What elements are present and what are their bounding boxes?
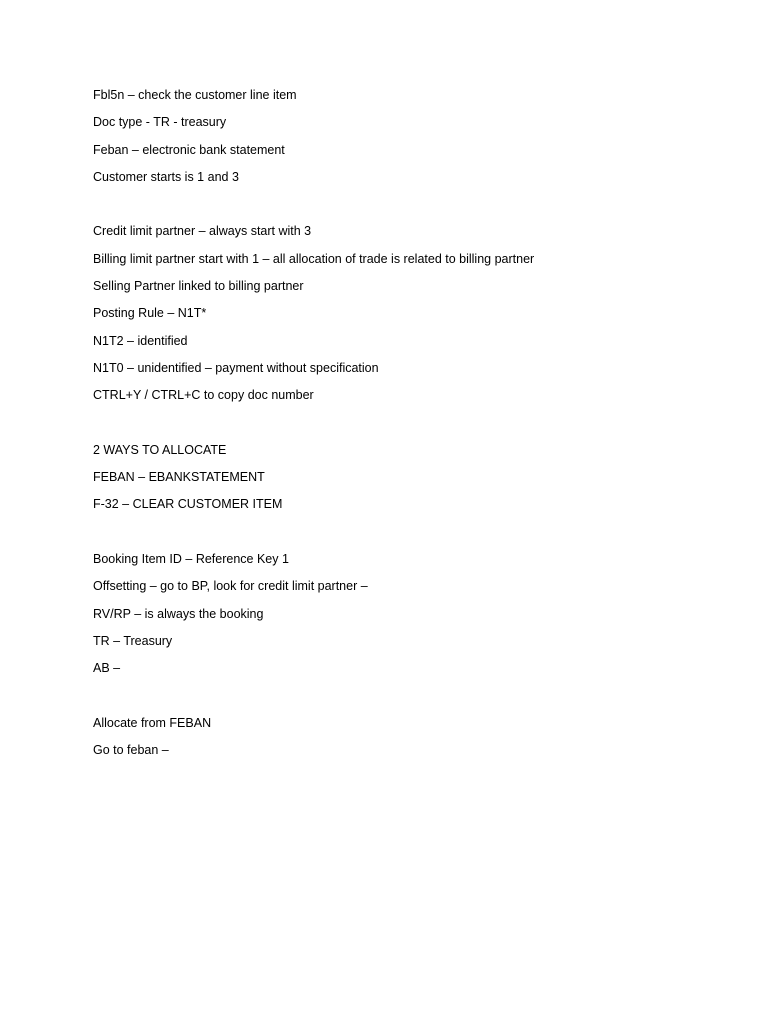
section-transactions (93, 86, 713, 186)
paragraph-gap (93, 195, 713, 222)
text-line: Go to feban – (93, 743, 169, 758)
text-line: Fbl5n – check the customer line item (93, 88, 297, 102)
text-line: Posting Rule – N1T* (93, 306, 207, 321)
text-line: Allocate from FEBAN (93, 715, 212, 730)
section-allocate-feban (93, 714, 713, 759)
text-line: F-32 – CLEAR CUSTOMER ITEM (93, 497, 283, 512)
paragraph-gap (93, 687, 713, 714)
text-line: CTRL+Y / CTRL+C to copy doc number (93, 388, 314, 403)
text-line: Booking Item ID – Reference Key 1 (93, 552, 289, 567)
text-line: RV/RP – is always the booking (93, 606, 264, 621)
text-line: 2 WAYS TO ALLOCATE (93, 442, 227, 457)
text-line: AB – (93, 661, 121, 676)
paragraph-gap (93, 414, 713, 441)
text-line: Doc type - TR - treasury (93, 115, 227, 130)
text-line: Credit limit partner – always start with 3 (93, 224, 312, 239)
text-line: N1T0 – unidentified – payment without specification (93, 360, 379, 375)
section-booking (93, 550, 713, 677)
paragraph-gap (93, 523, 713, 550)
text-line: FEBAN – EBANKSTATEMENT (93, 470, 265, 485)
section-ways-to-allocate (93, 441, 713, 514)
text-line: Billing limit partner start with 1 – all allocation of trade is related to billing partner (93, 251, 535, 266)
text-line: N1T2 – identified (93, 333, 188, 348)
text-line: Feban – electronic bank statement (93, 142, 285, 157)
document-body (93, 86, 713, 768)
section-partners (93, 222, 713, 404)
text-line: TR – Treasury (93, 633, 173, 648)
text-line: Customer starts is 1 and 3 (93, 169, 239, 184)
text-line: Selling Partner linked to billing partner (93, 279, 304, 294)
text-line: Offsetting – go to BP, look for credit limit partner – (93, 579, 368, 594)
